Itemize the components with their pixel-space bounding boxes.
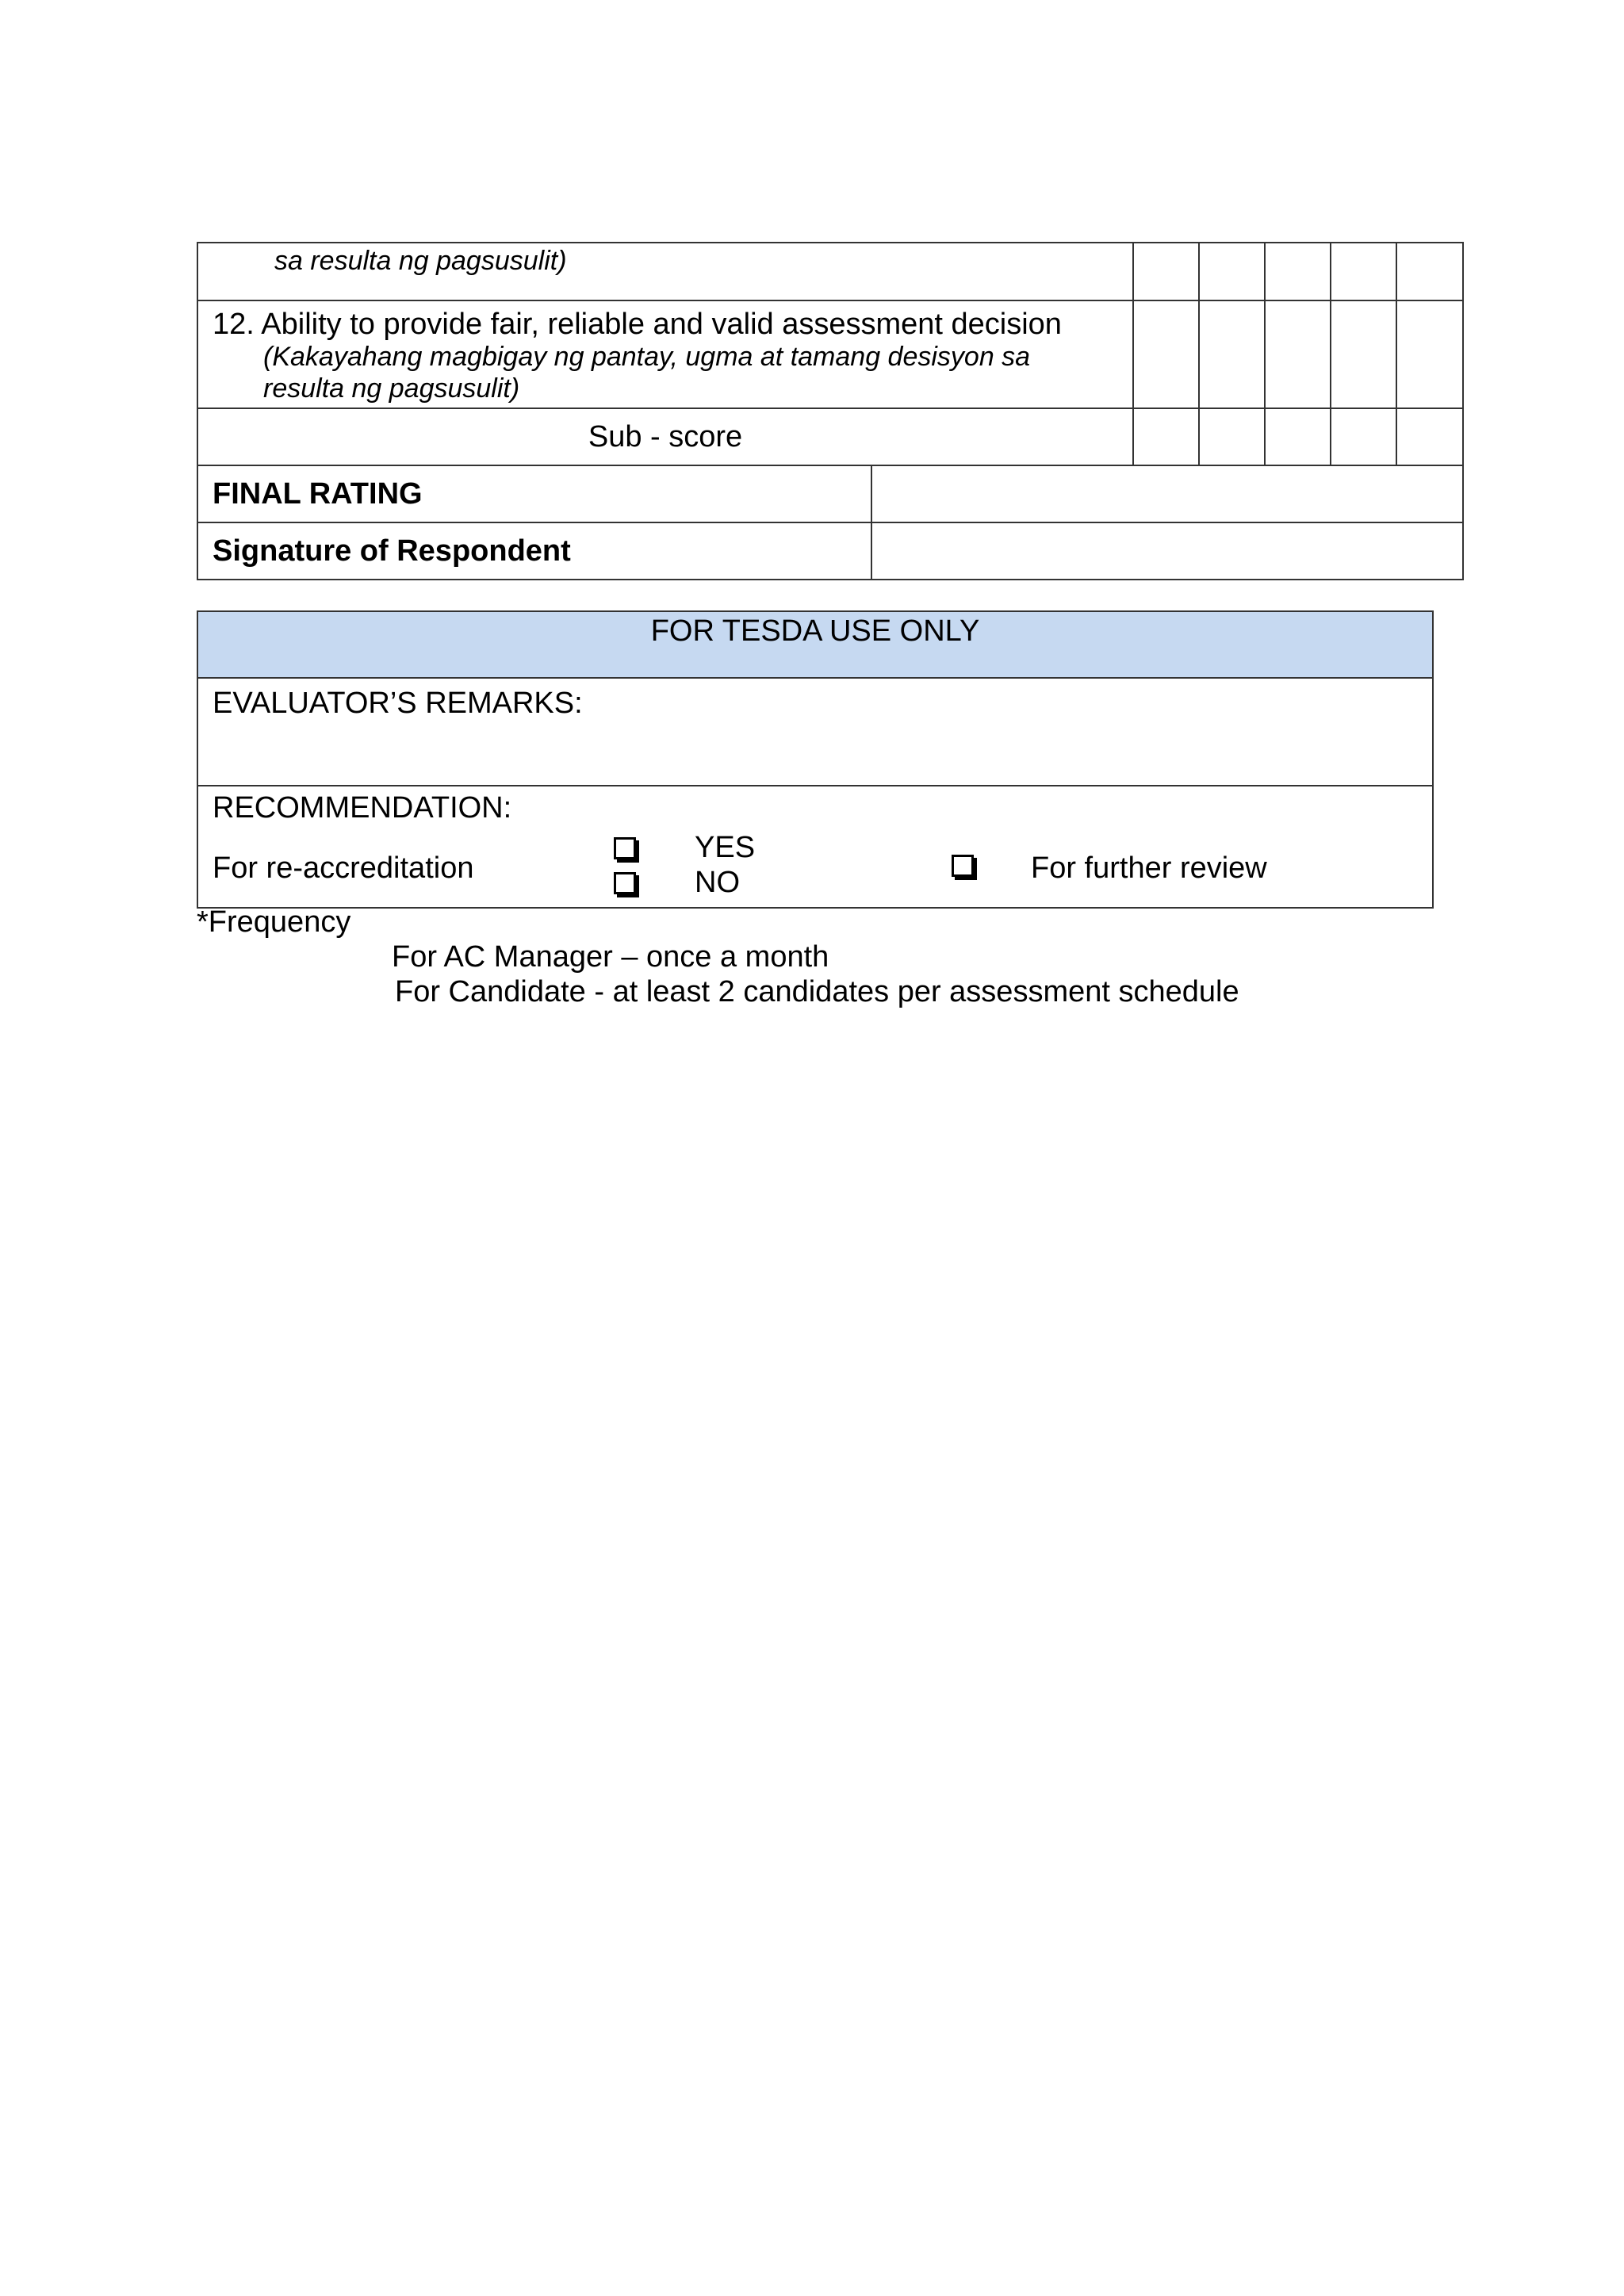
table-row-continued: [197, 243, 1463, 300]
recommendation-section: [198, 786, 1432, 907]
item-12-translation: (Kakayahang magbigay ng pantay, ugma at tamang desisyon sa resulta ng pagsusulit): [263, 342, 1031, 404]
reaccreditation-label: For re-accreditation: [213, 851, 474, 885]
subscore-box[interactable]: [1265, 408, 1331, 465]
rating-box[interactable]: [1133, 243, 1199, 300]
subscore-box[interactable]: [1199, 408, 1265, 465]
signature-field[interactable]: [871, 522, 1463, 580]
table-row-subscore: [197, 408, 1463, 465]
yes-label: YES: [695, 831, 756, 864]
rating-box[interactable]: [1331, 243, 1396, 300]
subscore-box[interactable]: [1331, 408, 1396, 465]
rating-box[interactable]: [1265, 300, 1331, 408]
table-row-signature: [197, 522, 1463, 580]
no-label: NO: [695, 866, 740, 899]
evaluator-remarks-label: EVALUATOR’S REMARKS:: [213, 687, 583, 720]
no-checkbox[interactable]: [614, 872, 636, 894]
rating-box[interactable]: [1396, 243, 1463, 300]
item-12-cell: [197, 300, 1133, 408]
frequency-label: *Frequency: [197, 905, 351, 939]
final-rating-field[interactable]: [871, 465, 1463, 522]
recommendation-label: RECOMMENDATION:: [213, 791, 512, 825]
item-12-title: 12. Ability to provide fair, reliable and valid assessment decision: [213, 308, 1062, 341]
rating-box[interactable]: [1133, 300, 1199, 408]
rating-box[interactable]: [1331, 300, 1396, 408]
rating-box[interactable]: [1199, 300, 1265, 408]
subscore-label: Sub - score: [197, 408, 1133, 465]
table-row-final-rating: [197, 465, 1463, 522]
further-review-checkbox[interactable]: [952, 855, 974, 877]
evaluator-remarks-section[interactable]: [198, 679, 1432, 786]
continued-item-cell: [197, 243, 1133, 300]
further-review-label: For further review: [1031, 851, 1267, 885]
final-rating-label: FINAL RATING: [197, 465, 871, 522]
table-row-item-12: [197, 300, 1463, 408]
continued-item-text: sa resulta ng pagsusulit): [274, 246, 567, 276]
signature-label: Signature of Respondent: [197, 522, 871, 580]
rating-table: [197, 242, 1464, 580]
subscore-box[interactable]: [1133, 408, 1199, 465]
tesda-header: FOR TESDA USE ONLY: [198, 612, 1432, 679]
tesda-use-only-box: [197, 610, 1434, 909]
yes-checkbox[interactable]: [614, 837, 636, 859]
ac-manager-frequency: For AC Manager – once a month: [392, 940, 829, 974]
rating-box[interactable]: [1265, 243, 1331, 300]
rating-box[interactable]: [1396, 300, 1463, 408]
rating-box[interactable]: [1199, 243, 1265, 300]
candidate-frequency: For Candidate - at least 2 candidates per assessment schedule: [395, 975, 1239, 1008]
subscore-box[interactable]: [1396, 408, 1463, 465]
